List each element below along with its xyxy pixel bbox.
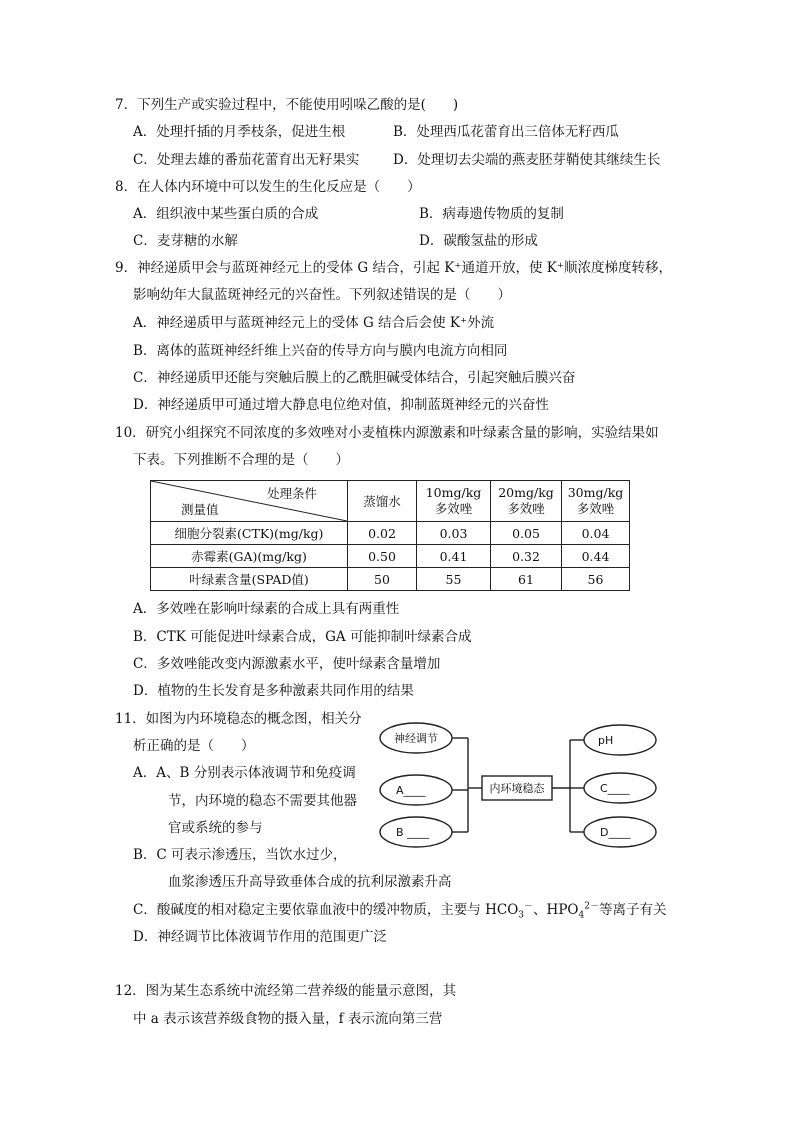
q8-option-d: D．碳酸氢盐的形成 bbox=[419, 233, 538, 249]
q8-option-c: C．麦芽糖的水解 bbox=[133, 233, 238, 249]
q8-option-a: A．组织液中某些蛋白质的合成 bbox=[133, 206, 319, 222]
q7-option-a: A．处理扦插的月季枝条，促进生根 bbox=[133, 124, 346, 140]
q11-option-a-line3: 官或系统的参与 bbox=[168, 820, 263, 836]
table-corner-header bbox=[151, 481, 348, 522]
col-header-10: 10mg/kg 多效唑 bbox=[417, 481, 491, 522]
q11-stem-line2: 析正确的是（ ） bbox=[133, 738, 255, 754]
col-header-30: 30mg/kg 多效唑 bbox=[562, 481, 630, 522]
q10-option-c: C．多效唑能改变内源激素水平，使叶绿素含量增加 bbox=[133, 656, 441, 672]
q11-option-a-line1: A．A、B 分别表示体液调节和免疫调 bbox=[133, 765, 356, 781]
q7-option-d: D．处理切去尖端的燕麦胚芽鞘使其继续生长 bbox=[393, 152, 661, 168]
q11-option-b-line2: 血浆渗透压升高导致垂体合成的抗利尿激素升高 bbox=[168, 874, 452, 890]
q9-option-c: C．神经递质甲还能与突触后膜上的乙酰胆碱受体结合，引起突触后膜兴奋 bbox=[133, 370, 576, 386]
diagram-label-c: C____ bbox=[600, 782, 630, 795]
q9-stem-line2: 影响幼年大鼠蓝斑神经元的兴奋性。下列叙述错误的是（ ） bbox=[133, 287, 511, 303]
q10-option-b: B．CTK 可能促进叶绿素合成，GA 可能抑制叶绿素合成 bbox=[133, 629, 472, 645]
table-row: 赤霉素(GA)(mg/kg) 0.50 0.41 0.32 0.44 bbox=[151, 545, 630, 568]
col-header-water: 蒸馏水 bbox=[348, 481, 417, 522]
q11-stem-line1: 11．如图为内环境稳态的概念图，相关分 bbox=[115, 711, 362, 727]
q11-option-b-line1: B．C 可表示渗透压，当饮水过少， bbox=[133, 847, 347, 863]
diagram-label-a: A____ bbox=[396, 784, 426, 797]
q10-stem-line2: 下表。下列推断不合理的是（ ） bbox=[133, 452, 349, 468]
q12-stem-line1: 12．图为某生态系统中流经第二营养级的能量示意图，其 bbox=[115, 983, 457, 999]
col-header-20: 20mg/kg 多效唑 bbox=[491, 481, 562, 522]
q10-stem-line1: 10．研究小组探究不同浓度的多效唑对小麦植株内源激素和叶绿素含量的影响，实验结果如 bbox=[115, 425, 659, 441]
q7-option-c: C．处理去雄的番茄花蕾育出无籽果实 bbox=[133, 152, 360, 168]
diagram-label-d: D____ bbox=[600, 826, 631, 839]
diagram-label-b: B ____ bbox=[396, 826, 430, 839]
q8-option-b: B．病毒遗传物质的复制 bbox=[419, 206, 564, 222]
q11-option-d: D．神经调节比体液调节作用的范围更广泛 bbox=[133, 929, 387, 945]
diagram-label-neural: 神经调节 bbox=[394, 732, 438, 745]
corner-bottom-label: 测量值 bbox=[181, 502, 219, 517]
table-row: 细胞分裂素(CTK)(mg/kg) 0.02 0.03 0.05 0.04 bbox=[151, 522, 630, 545]
q10-option-d: D．植物的生长发育是多种激素共同作用的结果 bbox=[133, 683, 414, 699]
q7-stem: 7．下列生产或实验过程中，不能使用吲哚乙酸的是( ) bbox=[115, 97, 459, 113]
corner-top-label: 处理条件 bbox=[266, 486, 317, 501]
diagram-label-ph: pH bbox=[598, 734, 614, 747]
diagram-label-center: 内环境稳态 bbox=[489, 782, 545, 795]
homeostasis-concept-diagram bbox=[378, 720, 662, 856]
q9-option-a: A．神经递质甲与蓝斑神经元上的受体 G 结合后会使 K⁺外流 bbox=[133, 315, 495, 331]
q11-option-c: C．酸碱度的相对稳定主要依靠血液中的缓冲物质，主要与 $HCO_3^-$、$HPO_4^{2-}$等离子有关 bbox=[133, 901, 667, 921]
table-row: 叶绿素含量(SPAD值) 50 55 61 56 bbox=[151, 568, 630, 591]
q9-option-d: D．神经递质甲可通过增大静息电位绝对值，抑制蓝斑神经元的兴奋性 bbox=[133, 397, 549, 413]
q10-data-table bbox=[150, 480, 630, 591]
q9-stem-line1: 9．神经递质甲会与蓝斑神经元上的受体 G 结合，引起 K⁺通道开放，使 K⁺顺浓度梯度转移， bbox=[115, 260, 672, 276]
q8-stem: 8．在人体内环境中可以发生的生化反应是（ ） bbox=[115, 179, 421, 195]
q7-option-b: B．处理西瓜花蕾育出三倍体无籽西瓜 bbox=[393, 124, 619, 140]
q12-stem-line2: 中 a 表示该营养级食物的摄入量，f 表示流向第三营 bbox=[133, 1011, 443, 1027]
q10-option-a: A．多效唑在影响叶绿素的合成上具有两重性 bbox=[133, 601, 400, 617]
q9-option-b: B．离体的蓝斑神经纤维上兴奋的传导方向与膜内电流方向相同 bbox=[133, 343, 508, 359]
q11-option-a-line2: 节，内环境的稳态不需要其他器 bbox=[168, 793, 357, 809]
